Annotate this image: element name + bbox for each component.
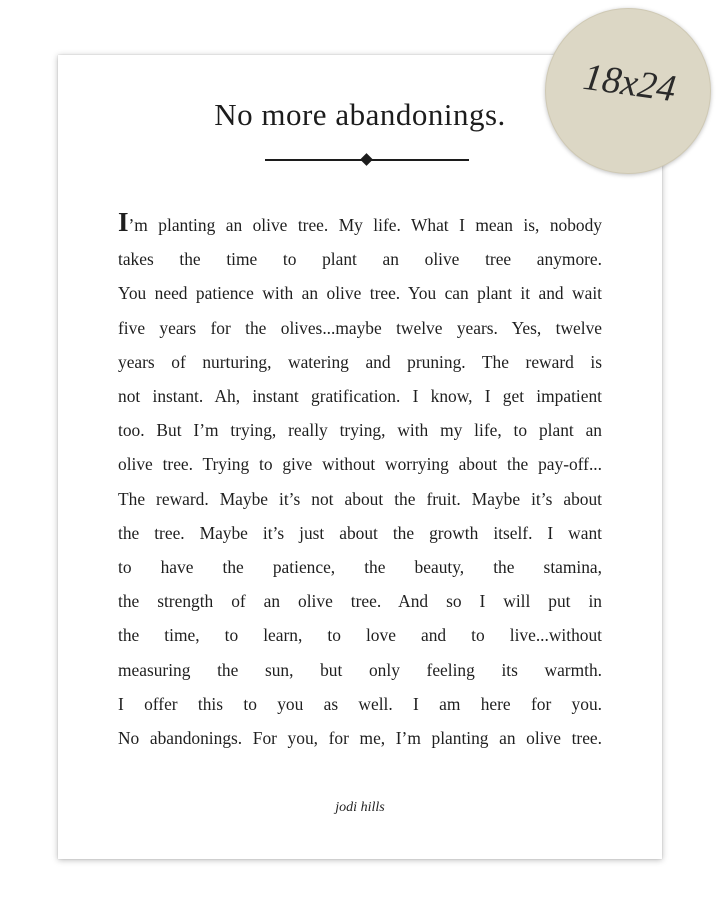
poem-line: to have the patience, the beauty, the stamina, xyxy=(118,557,602,578)
poem-body xyxy=(118,208,602,755)
poem-line: No abandonings. For you, for me, I’m planting an olive tree. xyxy=(118,728,602,749)
poem-line: You need patience with an olive tree. You can plant it and wait xyxy=(118,283,602,304)
poem-line: takes the time to plant an olive tree anymore. xyxy=(118,249,602,270)
poem-line: the strength of an olive tree. And so I will put in xyxy=(118,591,602,612)
size-label: 18x24 xyxy=(580,55,679,111)
author-signature: jodi hills xyxy=(335,800,385,815)
poem-title: No more abandonings. xyxy=(214,97,506,132)
poem-line: five years for the olives...maybe twelve years. Yes, twelve xyxy=(118,317,602,338)
poem-line: years of nurturing, watering and pruning. The reward is xyxy=(118,351,602,372)
poem-line: The reward. Maybe it’s not about the fruit. Maybe it’s about xyxy=(118,488,602,509)
diamond-ornament-icon xyxy=(360,153,373,166)
title-divider xyxy=(265,153,469,167)
poem-line: olive tree. Trying to give without worrying about the pay-off... xyxy=(118,454,602,475)
poem-line: not instant. Ah, instant gratification. I know, I get impatient xyxy=(118,386,602,407)
poem-line: I offer this to you as well. I am here for you. xyxy=(118,693,602,714)
poem-line: the time, to learn, to love and to live...without xyxy=(118,625,602,646)
poem-line: too. But I’m trying, really trying, with my life, to plant an xyxy=(118,420,602,441)
poem-line: the tree. Maybe it’s just about the growth itself. I want xyxy=(118,522,602,543)
poem-line: measuring the sun, but only feeling its warmth. xyxy=(118,659,602,680)
drop-cap: I xyxy=(118,207,129,237)
poem-line: I’m planting an olive tree. My life. What I mean is, nobody xyxy=(118,207,602,237)
poster-print xyxy=(58,55,662,859)
size-badge xyxy=(545,8,711,174)
